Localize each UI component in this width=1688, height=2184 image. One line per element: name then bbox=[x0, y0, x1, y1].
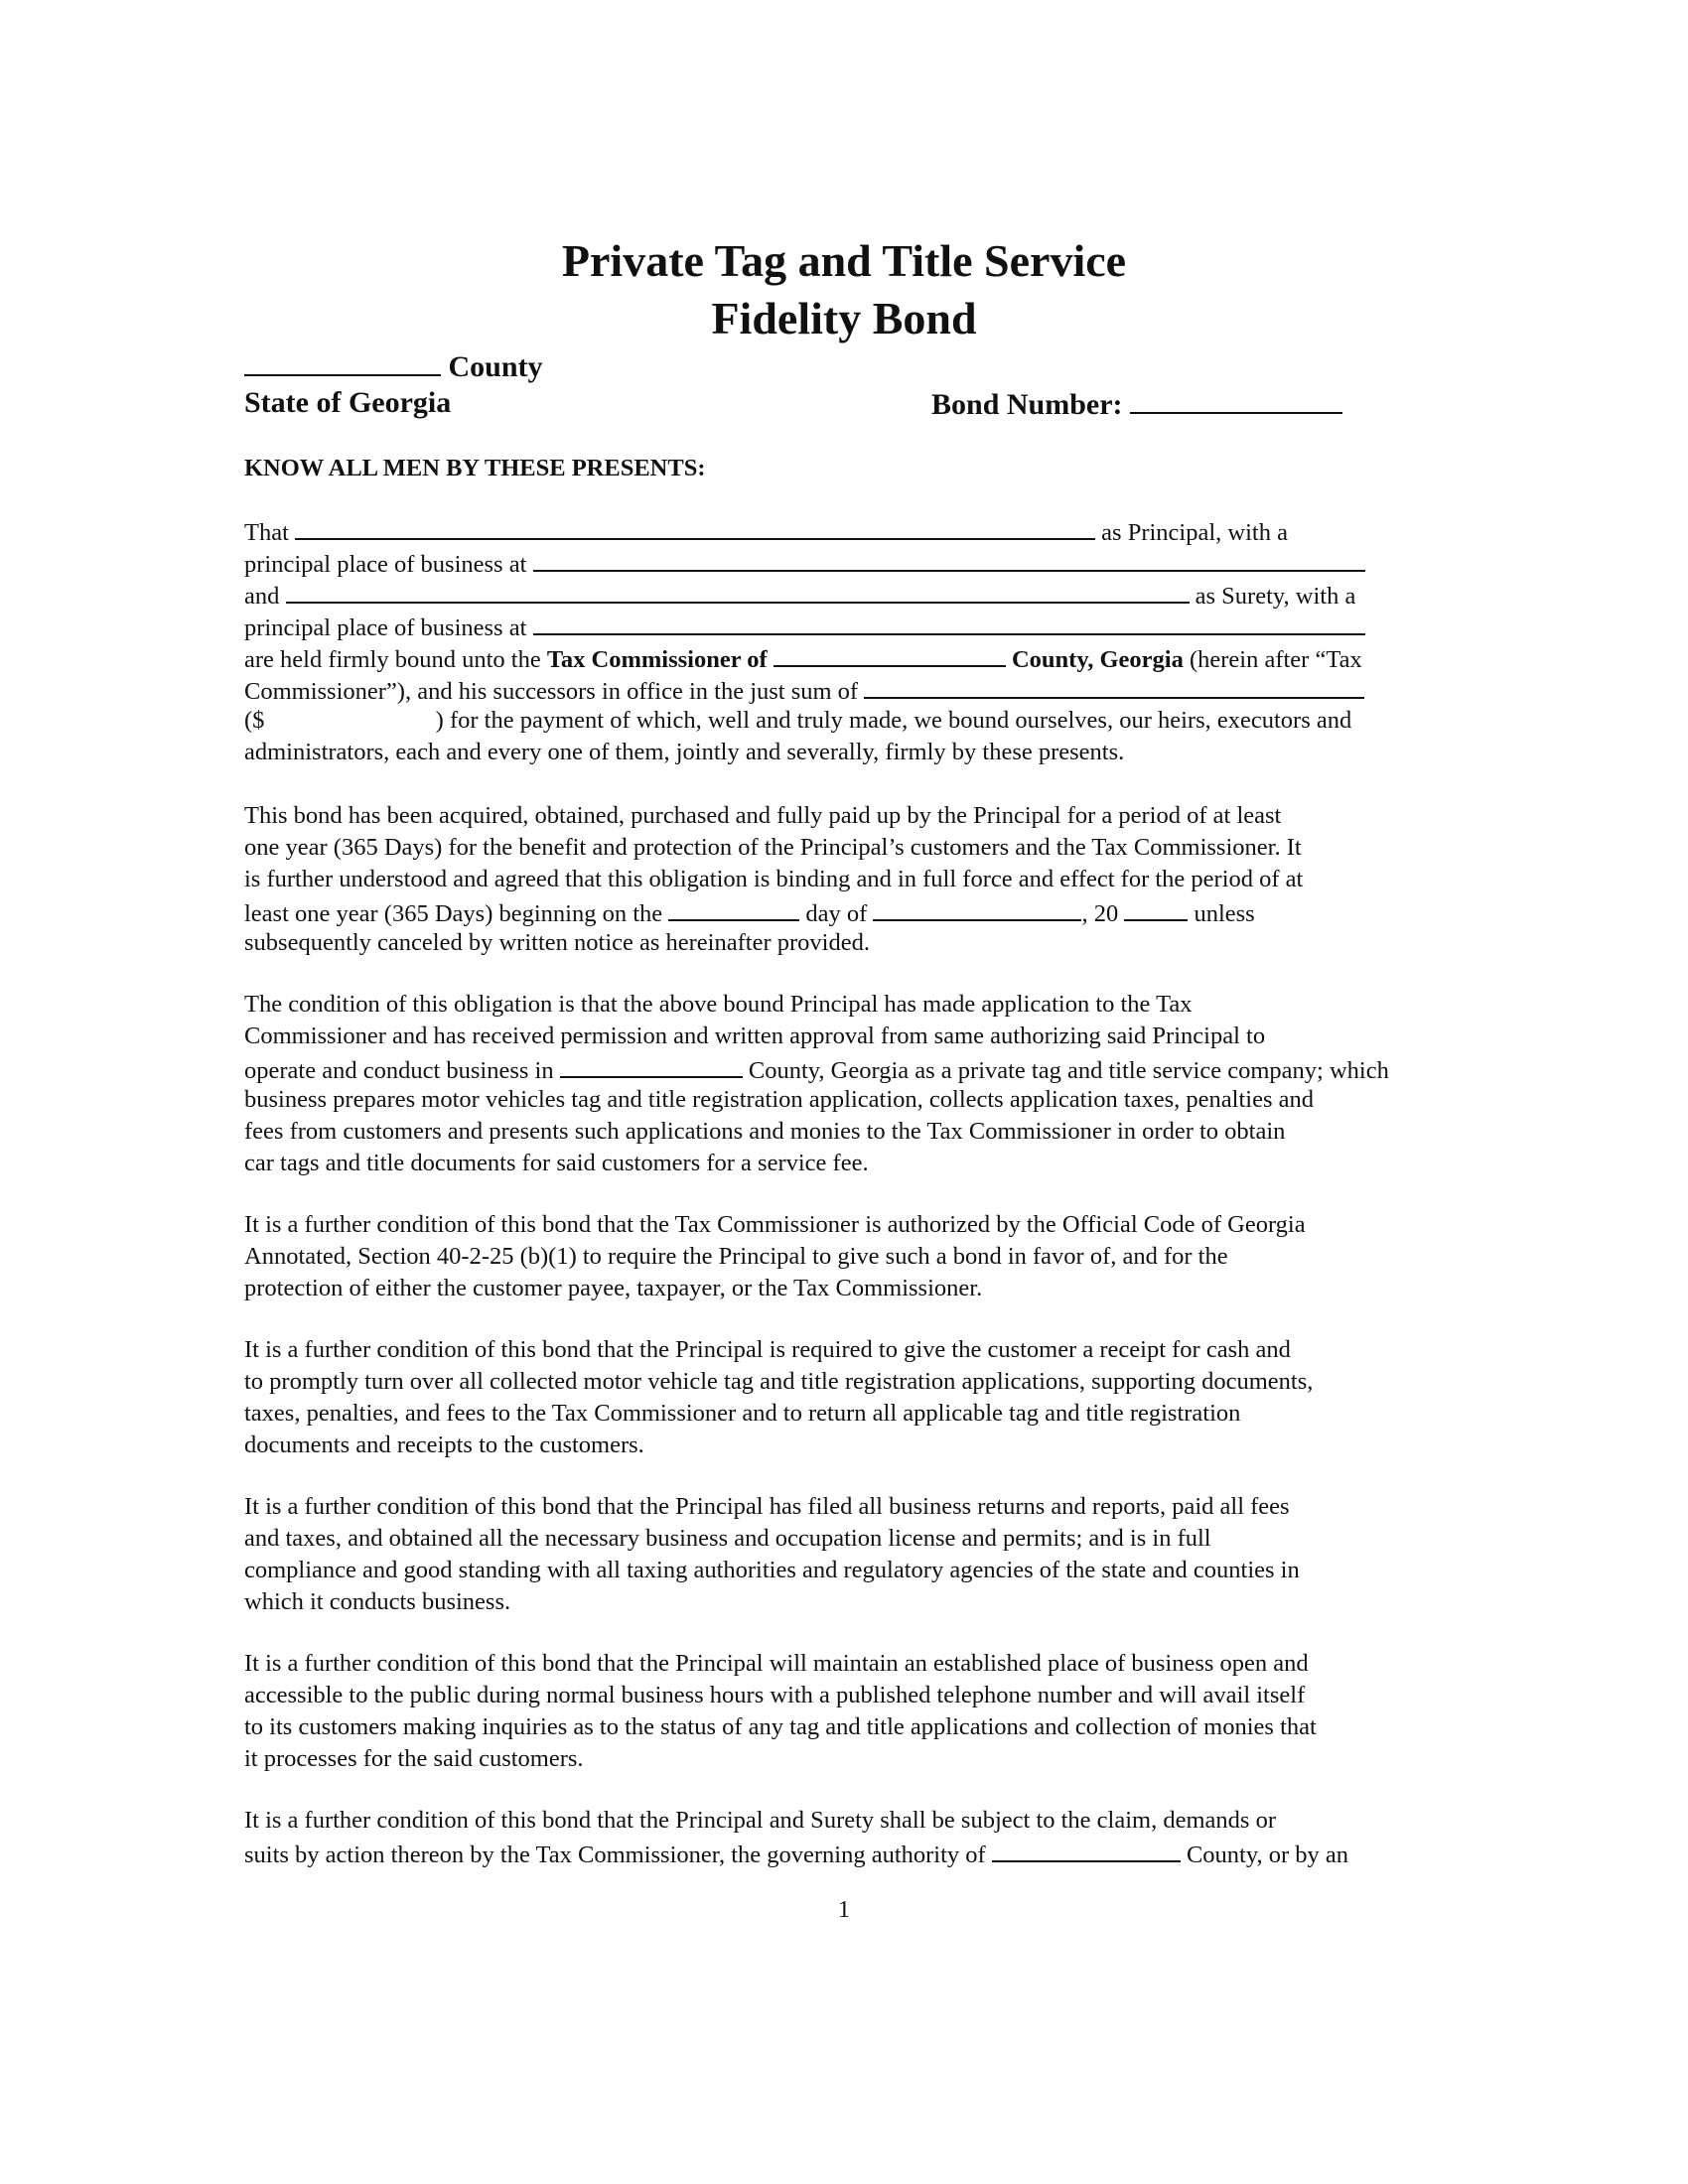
county-label: County bbox=[448, 350, 543, 383]
p1-as-principal: as Principal, with a bbox=[1101, 519, 1288, 546]
state-label: State of Georgia bbox=[244, 386, 452, 419]
p6-line1: It is a further condition of this bond that the Principal has filed all business returns and reports, paid all fees bbox=[244, 1493, 1290, 1520]
p1-line8: administrators, each and every one of them, jointly and severally, firmly by these presents. bbox=[244, 739, 1125, 765]
p2-beginning-on: least one year (365 Days) beginning on the bbox=[244, 900, 663, 927]
principal-name-blank[interactable] bbox=[295, 514, 1095, 540]
p3-line4: business prepares motor vehicles tag and title registration application, collects application taxes, penalties and bbox=[244, 1086, 1314, 1113]
p8-line1: It is a further condition of this bond that the Principal and Surety shall be subject to the claim, demands or bbox=[244, 1807, 1276, 1834]
p1-line7 bbox=[244, 705, 1351, 737]
p1-line4 bbox=[244, 610, 1365, 644]
p1-tax-commissioner-of: Tax Commissioner of bbox=[546, 646, 768, 673]
county-header bbox=[244, 346, 543, 386]
p1-line6 bbox=[244, 673, 1364, 708]
governing-county-blank[interactable] bbox=[992, 1837, 1181, 1862]
begin-year-blank[interactable] bbox=[1124, 895, 1188, 921]
p1-just-sum: Commissioner”), and his successors in office in the just sum of bbox=[244, 678, 859, 705]
document-title-line1: Private Tag and Title Service bbox=[561, 235, 1127, 286]
p1-line2 bbox=[244, 546, 1365, 581]
bond-sum-words-blank[interactable] bbox=[864, 673, 1364, 699]
p8-county-or-by-an: County, or by an bbox=[1186, 1842, 1349, 1868]
p1-that: That bbox=[244, 519, 289, 546]
p3-line1: The condition of this obligation is that the above bound Principal has made application to the Tax bbox=[244, 991, 1193, 1018]
p3-operate-business-in: operate and conduct business in bbox=[244, 1057, 554, 1084]
p2-year-prefix: , 20 bbox=[1081, 900, 1119, 927]
begin-day-blank[interactable] bbox=[668, 895, 799, 921]
county-blank[interactable] bbox=[244, 346, 441, 376]
p1-principal-place-label: principal place of business at bbox=[244, 551, 527, 578]
p5-line3: taxes, penalties, and fees to the Tax Commissioner and to return all applicable tag and title registration bbox=[244, 1400, 1241, 1427]
p3-county-georgia-clause: County, Georgia as a private tag and title service company; which bbox=[748, 1057, 1389, 1084]
p4-line2: Annotated, Section 40-2-25 (b)(1) to require the Principal to give such a bond in favor of, and for the bbox=[244, 1243, 1228, 1270]
p4-line1: It is a further condition of this bond that the Tax Commissioner is authorized by the Official Code of Georgia bbox=[244, 1211, 1306, 1238]
p3-line6: car tags and title documents for said customers for a service fee. bbox=[244, 1150, 869, 1176]
p6-line4: which it conducts business. bbox=[244, 1588, 511, 1615]
p2-line5: subsequently canceled by written notice as hereinafter provided. bbox=[244, 929, 870, 956]
bond-number-label: Bond Number: bbox=[931, 388, 1123, 421]
bond-number-header bbox=[931, 384, 1342, 424]
p2-day-of: day of bbox=[805, 900, 868, 927]
p2-line3: is further understood and agreed that this obligation is binding and in full force and effect for the period of at bbox=[244, 866, 1304, 892]
p7-line1: It is a further condition of this bond that the Principal will maintain an established place of business open and bbox=[244, 1650, 1309, 1677]
know-all-men-heading: KNOW ALL MEN BY THESE PRESENTS: bbox=[244, 455, 706, 481]
p1-and: and bbox=[244, 583, 280, 610]
principal-address-blank[interactable] bbox=[533, 546, 1365, 572]
p1-dollar-open: ($ bbox=[244, 707, 265, 734]
p8-governing-authority: suits by action thereon by the Tax Commissioner, the governing authority of bbox=[244, 1842, 986, 1868]
p2-unless: unless bbox=[1194, 900, 1255, 927]
p2-line4 bbox=[244, 895, 1255, 930]
p1-line5 bbox=[244, 641, 1362, 676]
p7-line2: accessible to the public during normal business hours with a published telephone number and will avail itself bbox=[244, 1682, 1306, 1708]
p1-payment-clause: ) for the payment of which, well and truly made, we bound ourselves, our heirs, executors and bbox=[435, 707, 1352, 734]
p2-line2: one year (365 Days) for the benefit and protection of the Principal’s customers and the Tax Commissioner. It bbox=[244, 834, 1302, 861]
p1-line3 bbox=[244, 578, 1355, 613]
surety-name-blank[interactable] bbox=[286, 578, 1190, 604]
p5-line4: documents and receipts to the customers. bbox=[244, 1432, 644, 1458]
p1-as-surety: as Surety, with a bbox=[1195, 583, 1356, 610]
p5-line1: It is a further condition of this bond that the Principal is required to give the customer a receipt for cash and bbox=[244, 1336, 1291, 1363]
business-county-blank[interactable] bbox=[560, 1052, 743, 1078]
p3-line3 bbox=[244, 1052, 1389, 1087]
p2-line1: This bond has been acquired, obtained, purchased and fully paid up by the Principal for a period of at least bbox=[244, 802, 1282, 829]
tax-commissioner-county-blank[interactable] bbox=[774, 641, 1006, 667]
p1-herein-after: (herein after “Tax bbox=[1189, 646, 1362, 673]
surety-address-blank[interactable] bbox=[533, 610, 1365, 635]
p1-line1 bbox=[244, 514, 1288, 549]
p1-county-georgia: County, Georgia bbox=[1011, 646, 1184, 673]
bond-number-blank[interactable] bbox=[1130, 384, 1342, 414]
p7-line3: to its customers making inquiries as to the status of any tag and title applications and collection of monies that bbox=[244, 1713, 1317, 1740]
page-number: 1 bbox=[837, 1896, 851, 1923]
p5-line2: to promptly turn over all collected motor vehicle tag and title registration applications, supporting documents, bbox=[244, 1368, 1314, 1395]
document-title-line2: Fidelity Bond bbox=[711, 293, 977, 343]
p6-line3: compliance and good standing with all taxing authorities and regulatory agencies of the state and counties in bbox=[244, 1557, 1300, 1583]
p7-line4: it processes for the said customers. bbox=[244, 1745, 584, 1772]
p3-line5: fees from customers and presents such applications and monies to the Tax Commissioner in order to obtain bbox=[244, 1118, 1286, 1145]
p6-line2: and taxes, and obtained all the necessary business and occupation license and permits; and is in full bbox=[244, 1525, 1211, 1552]
p1-held-firmly: are held firmly bound unto the bbox=[244, 646, 541, 673]
p8-line2 bbox=[244, 1837, 1348, 1871]
p4-line3: protection of either the customer payee, taxpayer, or the Tax Commissioner. bbox=[244, 1275, 983, 1301]
p3-line2: Commissioner and has received permission and written approval from same authorizing said Principal to bbox=[244, 1023, 1266, 1049]
p1-surety-place-label: principal place of business at bbox=[244, 614, 527, 641]
begin-month-blank[interactable] bbox=[873, 895, 1081, 921]
